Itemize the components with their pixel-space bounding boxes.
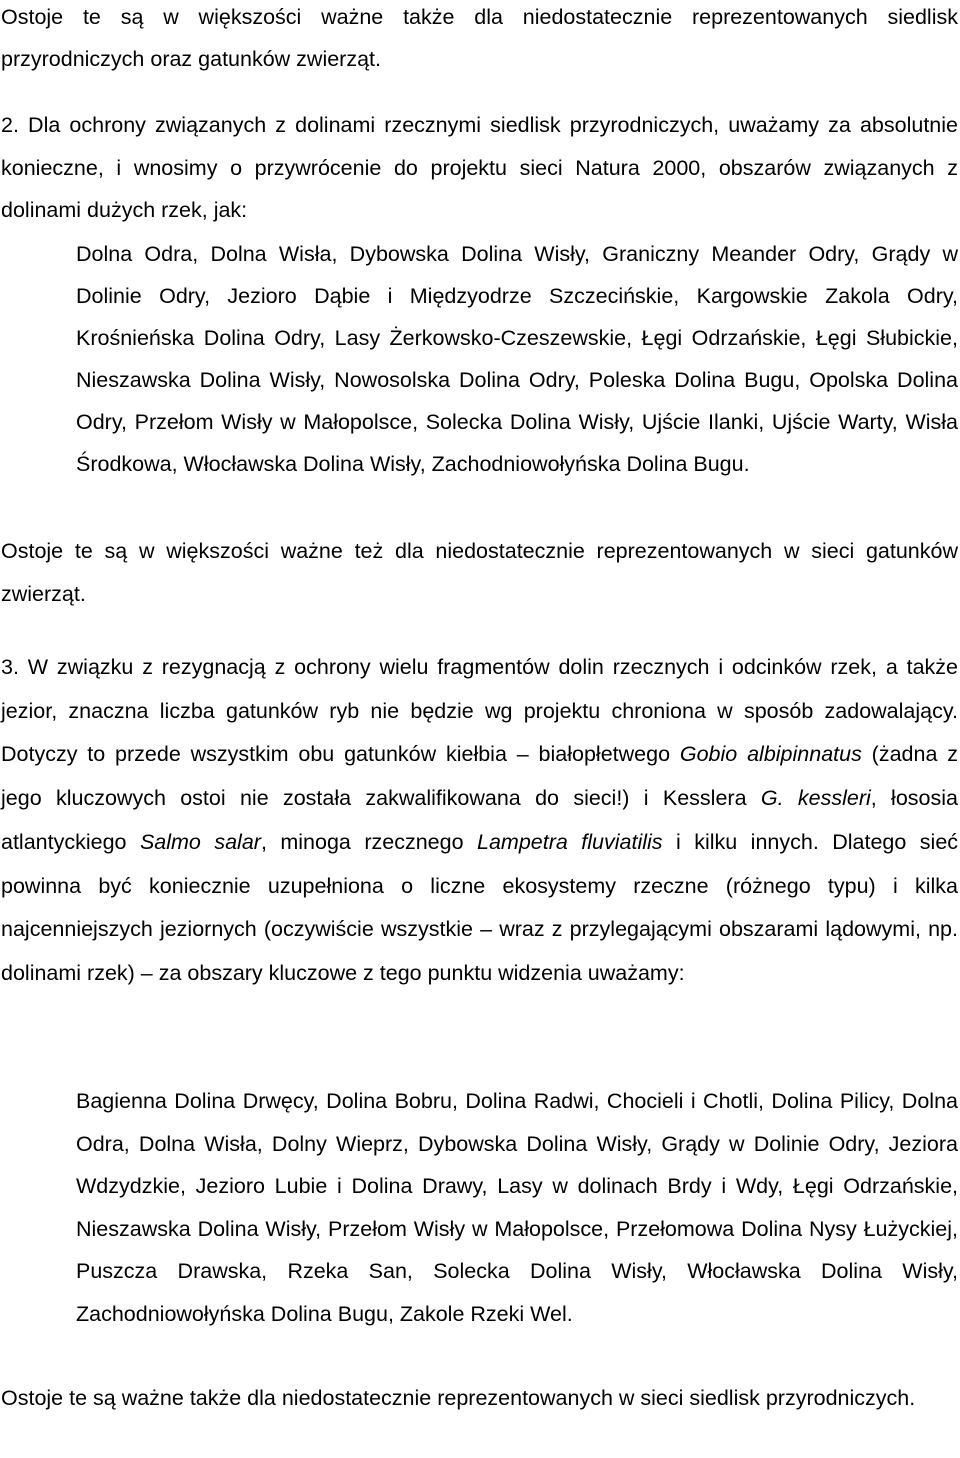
section-2-intro — [1, 104, 958, 232]
section-text: W związku z rezygnacją z ochrony wielu fragmentów dolin rzecznych i odcinków rzek, a także jezior, znaczna liczba gatunków ryb nie będzie wg projektu chroniona w sposób zadowalający. Dotyczy to przede wszystkim obu gatunków kiełbia – białopłetwego — [1, 655, 958, 767]
section-number: 3. — [1, 655, 19, 679]
section-number: 2. — [1, 113, 19, 137]
section-text: (żadna z jego kluczowych ostoi nie została zakwalifikowana do sieci!) i Kesslera — [1, 742, 958, 811]
section-2-river-list: Dolna Odra, Dolna Wisła, Dybowska Dolina Wisły, Graniczny Meander Odry, Grądy w Dolinie Odry, Jezioro Dąbie i Międzyodrze Szczecińskie, Kargowskie Zakola Odry, Krośnieńska Dolina Odry, Lasy Żerkowsko-Czeszewskie, Łęgi Odrzańskie, Łęgi Słubickie, Nieszawska Dolina Wisły, Nowosolska Dolina Odry, Poleska Dolina Bugu, Opolska Dolina Odry, Przełom Wisły w Małopolsce, Solecka Dolina Wisły, Ujście Ilanki, Ujście Warty, Wisła Środkowa, Włocławska Dolina Wisły, Zachodniowołyńska Dolina Bugu. — [76, 242, 958, 477]
section-text: i kilku innych. Dlatego sieć powinna być koniecznie uzupełniona o liczne ekosystemy rzeczne (różnego typu) i kilka najcenniejszych jeziornych (oczywiście wszystkie – wraz z przylegającymi obszarami lądowymi, np. dolinami rzek) – za obszary kluczowe z tego punktu widzenia uważamy: — [1, 829, 959, 985]
section-text: , łososia atlantyckiego — [1, 786, 958, 854]
section-2-closing: Ostoje te są w większości ważne też dla niedostatecznie reprezentowanych w sieci gatunków zwierząt. — [1, 539, 958, 606]
species-name: Lampetra fluviatilis — [477, 829, 663, 854]
species-name: G. kessleri — [760, 786, 871, 811]
section-text: , minoga rzecznego — [260, 829, 477, 854]
section-3-body — [1, 646, 958, 996]
section-text: Dla ochrony związanych z dolinami rzecznymi siedlisk przyrodniczych, uważamy za absolutnie konieczne, i wnosimy o przywrócenie do projektu sieci Natura 2000, obszarów związanych z dolinami dużych rzek, jak: — [1, 113, 958, 222]
section-3-river-list: Bagienna Dolina Drwęcy, Dolina Bobru, Dolina Radwi, Chocieli i Chotli, Dolina Pilicy, Dolna Odra, Dolna Wisła, Dolny Wieprz, Dybowska Dolina Wisły, Grądy w Dolinie Odry, Jeziora Wdzydzkie, Jezioro Lubie i Dolina Drawy, Lasy w dolinach Brdy i Wdy, Łęgi Odrzańskie, Nieszawska Dolina Wisły, Przełom Wisły w Małopolsce, Przełomowa Dolina Nysy Łużyckiej, Puszcza Drawska, Rzeka San, Solecka Dolina Wisły, Włocławska Dolina Wisły, Zachodniowołyńska Dolina Bugu, Zakole Rzeki Wel. — [76, 1089, 958, 1326]
paragraph-intro: Ostoje te są w większości ważne także dla niedostatecznie reprezentowanych siedlisk przyrodniczych oraz gatunków zwierząt. — [1, 5, 958, 71]
species-name: Gobio albipinnatus — [679, 742, 862, 767]
species-name: Salmo salar — [139, 829, 261, 854]
section-3-closing: Ostoje te są ważne także dla niedostatecznie reprezentowanych w sieci siedlisk przyrodniczych. — [1, 1386, 916, 1410]
